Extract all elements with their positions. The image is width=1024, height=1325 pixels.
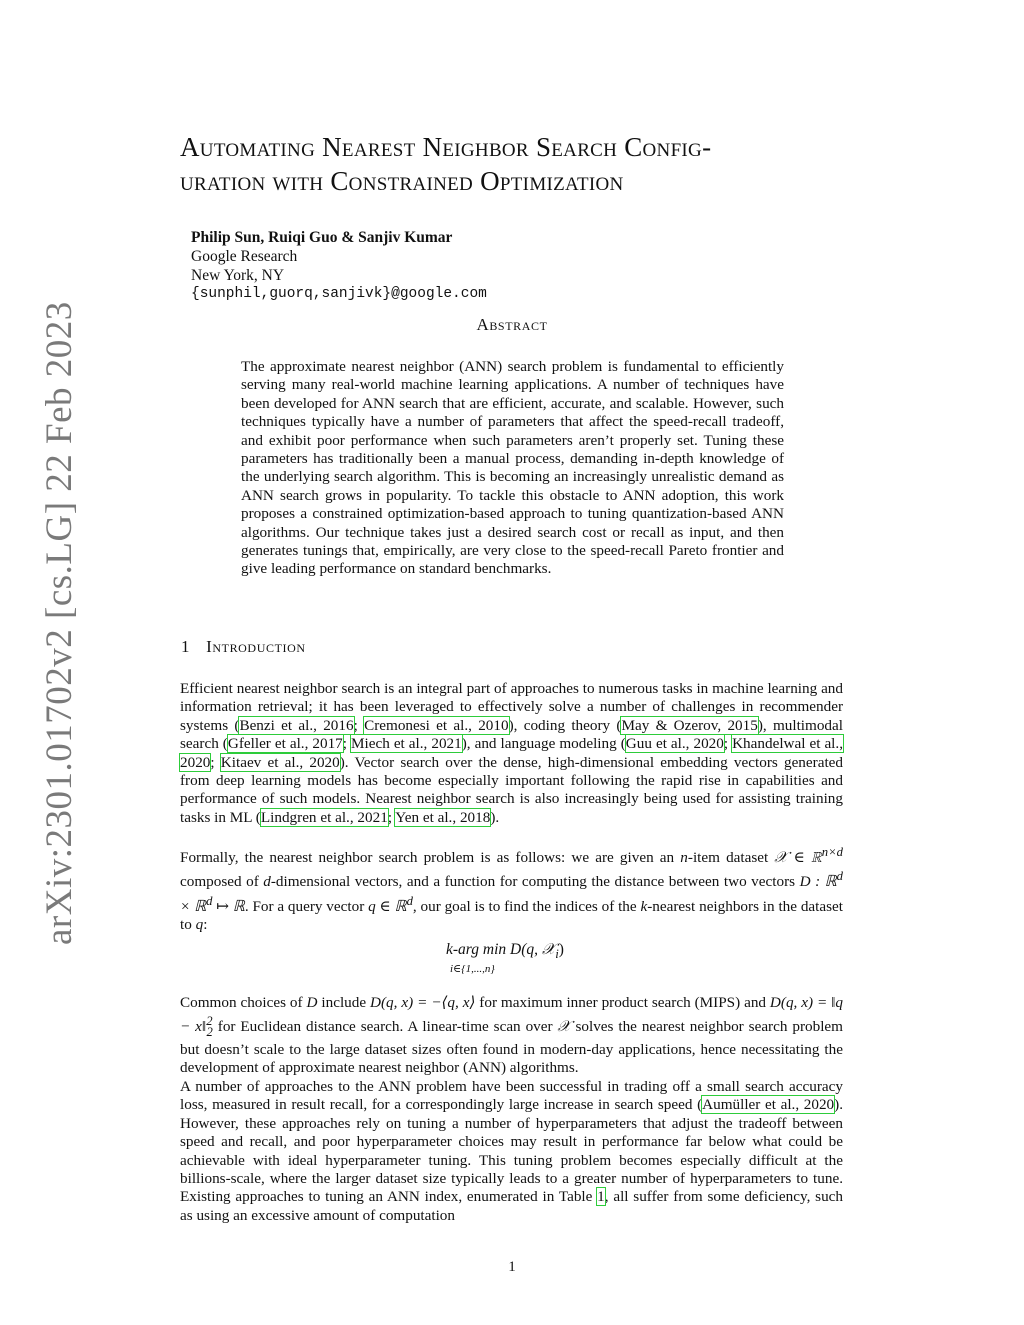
math-superscript: d <box>836 869 843 884</box>
author-names: Philip Sun, Ruiqi Guo & Sanjiv Kumar <box>191 229 453 246</box>
intro-paragraph-1 <box>180 680 843 827</box>
text-run: A number of approaches to the ANN problem have been successful in trading off a small search accuracy loss, measured in result recall, for a correspondingly large increase in search speed ( <box>180 1078 843 1114</box>
citation-link[interactable]: Guu et al., 2020 <box>625 735 724 753</box>
table-reference-link[interactable]: 1 <box>597 1188 605 1206</box>
text-run: for Euclidean distance search. A linear-time scan over <box>212 1018 558 1036</box>
citation-link[interactable]: May & Ozerov, 2015 <box>621 716 758 734</box>
citation-link[interactable]: Yen et al., 2018 <box>395 808 491 826</box>
equation-close: ) <box>558 941 564 958</box>
text-run: , all suffer from some deficiency, such as using an excessive amount of computation <box>180 1188 843 1224</box>
equation-main: k-arg min D(q, 𝒳 <box>446 941 556 958</box>
text-run: Common choices of <box>180 994 307 1011</box>
text-run: -dimensional vectors, and a function for computing the distance between two vectors <box>270 873 800 891</box>
citation-link[interactable]: Lindgren et al., 2021 <box>260 808 388 826</box>
citation-link[interactable]: Aumüller et al., 2020 <box>702 1096 835 1114</box>
equation-subscript: i <box>555 946 559 962</box>
text-run: -item dataset <box>687 849 775 867</box>
text-run: ; <box>210 753 221 771</box>
math-superscript: d <box>406 893 413 908</box>
math-inline: ↦ ℝ <box>212 898 245 915</box>
citation-link[interactable]: Miech et al., 2021 <box>351 735 462 753</box>
abstract-heading: Abstract <box>476 315 548 334</box>
text-run: ; <box>387 808 396 826</box>
math-inline: D <box>306 994 318 1011</box>
arxiv-identifier-stamp: arXiv:2301.01702v2 [cs.LG] 22 Feb 2023 <box>39 301 80 945</box>
intro-paragraph-2 <box>180 843 843 935</box>
page-number: 1 <box>508 1259 516 1275</box>
text-run: include <box>317 994 371 1011</box>
equation-under-limit: i∈{1,...,n} <box>450 963 495 975</box>
math-inline: D : ℝ <box>799 873 837 891</box>
text-run: ), and language modeling ( <box>461 735 626 753</box>
citation-link[interactable]: Benzi et al., 2016 <box>239 716 354 734</box>
math-inline: q ∈ ℝ <box>368 898 407 915</box>
text-run: ). <box>490 808 500 826</box>
math-inline: 𝒳 ∈ ℝ <box>774 849 822 867</box>
text-run: ). However, these approaches rely on tuning a number of hyperparameters that adjust the tradeoff between speed and recall, and poor hyperparameter choices may result in performance far below what could be achievable with ideal hyperparameter tuning. This tuning problem becomes especially difficult at the billions-scale, where the larger dataset size typically leads to a greater number of hyperparameters to tune. Existing approaches to tuning an ANN index, enumerated in Table <box>180 1096 843 1206</box>
math-inline: q <box>195 916 204 934</box>
author-location: New York, NY <box>191 267 285 284</box>
text-run: -nearest neighbors in the dataset to <box>180 898 843 934</box>
section-heading <box>181 637 306 657</box>
text-run: for maximum inner product search (MIPS) and <box>475 994 770 1011</box>
text-run: composed of <box>180 873 264 891</box>
citation-link[interactable]: Gfeller et al., 2017 <box>227 735 343 753</box>
section-number: 1 <box>181 637 191 656</box>
math-subscript: 2 <box>206 1024 213 1039</box>
math-inline: × ℝ <box>180 898 207 915</box>
math-superscript: 2 <box>206 1014 213 1029</box>
author-affiliation: Google Research <box>191 248 298 265</box>
title-line-2: uration with Constrained Optimization <box>180 166 624 196</box>
text-run: ; <box>342 735 352 753</box>
title-line-1: Automating Nearest Neighbor Search Config- <box>180 132 712 162</box>
text-run: Efficient nearest neighbor search is an integral part of approaches to numerous tasks in machine learning and information retrieval; it has been leveraged to effectively solve a number of challenges in recommender systems ( <box>180 680 843 734</box>
citation-link[interactable]: Khandelwal et al., 2020 <box>180 735 843 771</box>
math-inline: 𝒳 <box>557 1018 571 1036</box>
math-inline: n <box>680 849 688 867</box>
intro-paragraph-3 <box>180 994 843 1078</box>
author-email: {sunphil,guorq,sanjivk}@google.com <box>191 286 487 302</box>
text-run: Formally, the nearest neighbor search problem is as follows: we are given an <box>180 849 681 867</box>
math-inline: D(q, x) = −⟨q, x⟩ <box>370 994 476 1011</box>
math-superscript: n×d <box>821 845 843 859</box>
text-run: ). Vector search over the dense, high-dimensional embedding vectors generated from deep learning models has become especially important following the rapid rise in capabilities and performance of such models. Nearest neighbor search is also increasingly being used for assisting training tasks in ML ( <box>180 753 843 826</box>
paper-title <box>180 130 860 198</box>
text-run: ; <box>353 716 365 734</box>
math-inline: d <box>263 873 271 891</box>
text-run: . For a query vector <box>244 898 369 915</box>
display-equation <box>446 941 564 975</box>
citation-link[interactable]: Cremonesi et al., 2010 <box>364 716 509 734</box>
math-superscript: d <box>206 893 213 908</box>
text-run: ), multimodal search ( <box>180 716 843 753</box>
intro-paragraph-4 <box>180 1078 843 1225</box>
section-title: Introduction <box>206 637 306 656</box>
citation-link[interactable]: Kitaev et al., 2020 <box>220 753 340 771</box>
math-inline: D(q, x) = ‖q − x‖ <box>180 994 843 1036</box>
abstract-text: The approximate nearest neighbor (ANN) search problem is fundamental to efficiently serving many real-world machine learning applications. A number of techniques have been developed for ANN search that are efficient, accurate, and scalable. However, such techniques typically have a number of parameters that affect the speed-recall tradeoff, and exhibit poor performance when such parameters aren’t properly set. Tuning these parameters has traditionally been a manual process, demanding in-depth knowledge of the underlying search algorithm. This is becoming an increasingly unrealistic demand as ANN search grows in popularity. To tackle this obstacle to ANN adoption, this work proposes a constrained optimization-based approach to tuning quantization-based ANN algorithms. Our technique takes just a desired search cost or recall as input, and then generates tunings that, empirically, are very close to the speed-recall Pareto frontier and give leading performance on standard benchmarks. <box>241 358 784 578</box>
text-run: solves the nearest neighbor search problem but doesn’t scale to the large dataset sizes often found in modern-day applications, hence necessitating the development of approximate nearest neighbor (ANN) algorithms. <box>180 1018 843 1077</box>
text-run: ), coding theory ( <box>508 716 622 734</box>
text-run: : <box>203 916 208 934</box>
math-inline: k <box>640 898 648 915</box>
text-run: ; <box>723 735 733 753</box>
text-run: , our goal is to find the indices of the <box>412 898 641 915</box>
author-block <box>191 228 487 304</box>
